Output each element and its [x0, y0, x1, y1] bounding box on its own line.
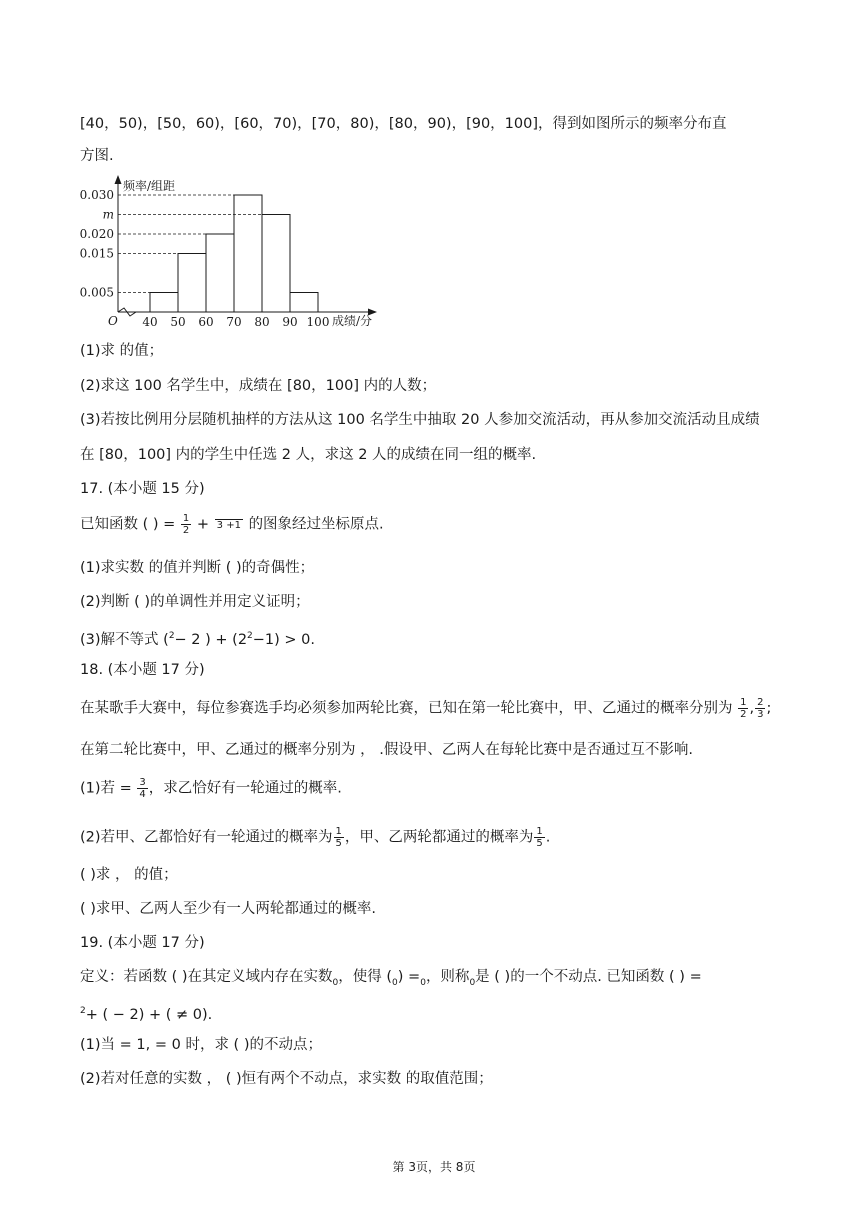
q18-heading: 18. (本小题 17 分): [80, 662, 205, 678]
q17-stem: [80, 513, 384, 536]
x-tick-label: 40: [142, 315, 158, 329]
y-tick-label: 0.015: [79, 246, 114, 261]
y-axis-arrow-icon: [115, 175, 122, 184]
fraction: 3 +1: [216, 519, 241, 531]
q17-stem-suffix: 的图象经过坐标原点.: [248, 516, 384, 533]
page-footer: 第 3页，共 8页: [392, 1160, 476, 1174]
origin-label: O: [108, 314, 118, 328]
y-axis-label: 频率/组距: [123, 179, 176, 193]
y-tick-label: 0.020: [79, 227, 114, 241]
q17-part2: (2)判断 ( )的单调性并用定义证明；: [80, 594, 310, 610]
q17-heading: 17. (本小题 15 分): [80, 481, 205, 497]
plus-sign: +: [196, 516, 210, 533]
fraction: $\frac{1}{2}$: [182, 513, 190, 536]
histogram-bar: [262, 215, 290, 313]
q18-stem-line2: 在第二轮比赛中，甲、乙通过的概率分别为 ， .假设甲、乙两人在每轮比赛中是否通过互不影响.: [80, 742, 693, 758]
fraction: $\frac{2}{3}$: [757, 697, 764, 720]
q17-part1: (1)求实数 的值并判断 ( )的奇偶性；: [80, 560, 315, 576]
x-tick-label: 50: [170, 315, 186, 329]
x-tick-label: 70: [226, 315, 242, 329]
fraction: $\frac{1}{5}$: [536, 826, 543, 849]
x-axis-label: 成绩/分: [332, 314, 373, 328]
x-tick-label: 60: [198, 315, 214, 329]
x-tick-label: 80: [254, 315, 270, 329]
x-tick-label: 100: [306, 315, 330, 329]
q16-part1: (1)求 的值；: [80, 343, 164, 359]
q19-part2: (2)若对任意的实数 ， ( )恒有两个不动点，求实数 的取值范围；: [80, 1071, 493, 1087]
x-tick-label: 90: [282, 315, 298, 329]
fraction: $\frac{1}{5}$: [335, 826, 342, 849]
histogram-bar: [290, 293, 318, 313]
histogram-bar: [206, 234, 234, 312]
fraction: $\frac{3}{4}$: [139, 777, 146, 800]
y-tick-label: 0.030: [79, 188, 114, 202]
y-tick-label: 0.005: [79, 285, 114, 300]
q19-definition: 定义：若函数 ( )在其定义域内存在实数$_0$，使得 $(_0) =_0$，则称$_0$是 ( )的一个不动点. 已知函数 ( ) =: [80, 969, 702, 988]
q16-part3-line1: (3)若按比例用分层随机抽样的方法从这 100 名学生中抽取 20 人参加交流活动，再从参加交流活动且成绩: [80, 412, 760, 428]
frequency-histogram: [76, 172, 396, 332]
intro-intervals: [40，50)，[50，60)，[60，70)，[70，80)，[80，90)，[90，100]，得到如图所示的频率分布直: [80, 116, 727, 132]
y-tick-label: m: [102, 207, 114, 222]
q19-heading: 19. (本小题 17 分): [80, 935, 205, 951]
histogram-bar: [178, 254, 206, 313]
q16-part3-line2: 在 [80，100] 内的学生中任选 2 人，求这 2 人的成绩在同一组的概率.: [80, 447, 537, 463]
q18-stem-line1: 在某歌手大赛中，每位参赛选手均必须参加两轮比赛，已知在第一轮比赛中，甲、乙通过的概率分别为 $\frac{1}{2}$ , $\frac{2}{3}$ ;: [80, 697, 772, 720]
q18-part2-i: ( )求 ， 的值；: [80, 867, 178, 883]
q18-part2: (2)若甲、乙都恰好有一轮通过的概率为 $\frac{1}{5}$ ，甲、乙两轮都通过的概率为 $\frac{1}{5}$ .: [80, 826, 551, 849]
q16-part2: (2)求这 100 名学生中，成绩在 [80，100] 内的人数；: [80, 378, 437, 394]
q19-function: $^2$+ ( − 2) + ( ≠ 0).: [80, 1006, 213, 1023]
q18-part1: (1)若 = $\frac{3}{4}$ ，求乙恰好有一轮通过的概率.: [80, 777, 342, 800]
intro-continuation: 方图.: [80, 148, 114, 164]
histogram-bar: [234, 195, 262, 312]
fraction: $\frac{1}{2}$: [740, 697, 747, 720]
q17-part3: (3)解不等式 ($^2$− 2 ) + $(2^2-1) > 0$.: [80, 631, 316, 648]
q18-part2-ii: ( )求甲、乙两人至少有一人两轮都通过的概率.: [80, 901, 377, 917]
q19-part1: (1)当 = 1, = 0 时，求 ( )的不动点；: [80, 1037, 322, 1053]
histogram-bar: [150, 293, 178, 313]
q17-stem-prefix: 已知函数 ( ) =: [80, 516, 176, 533]
